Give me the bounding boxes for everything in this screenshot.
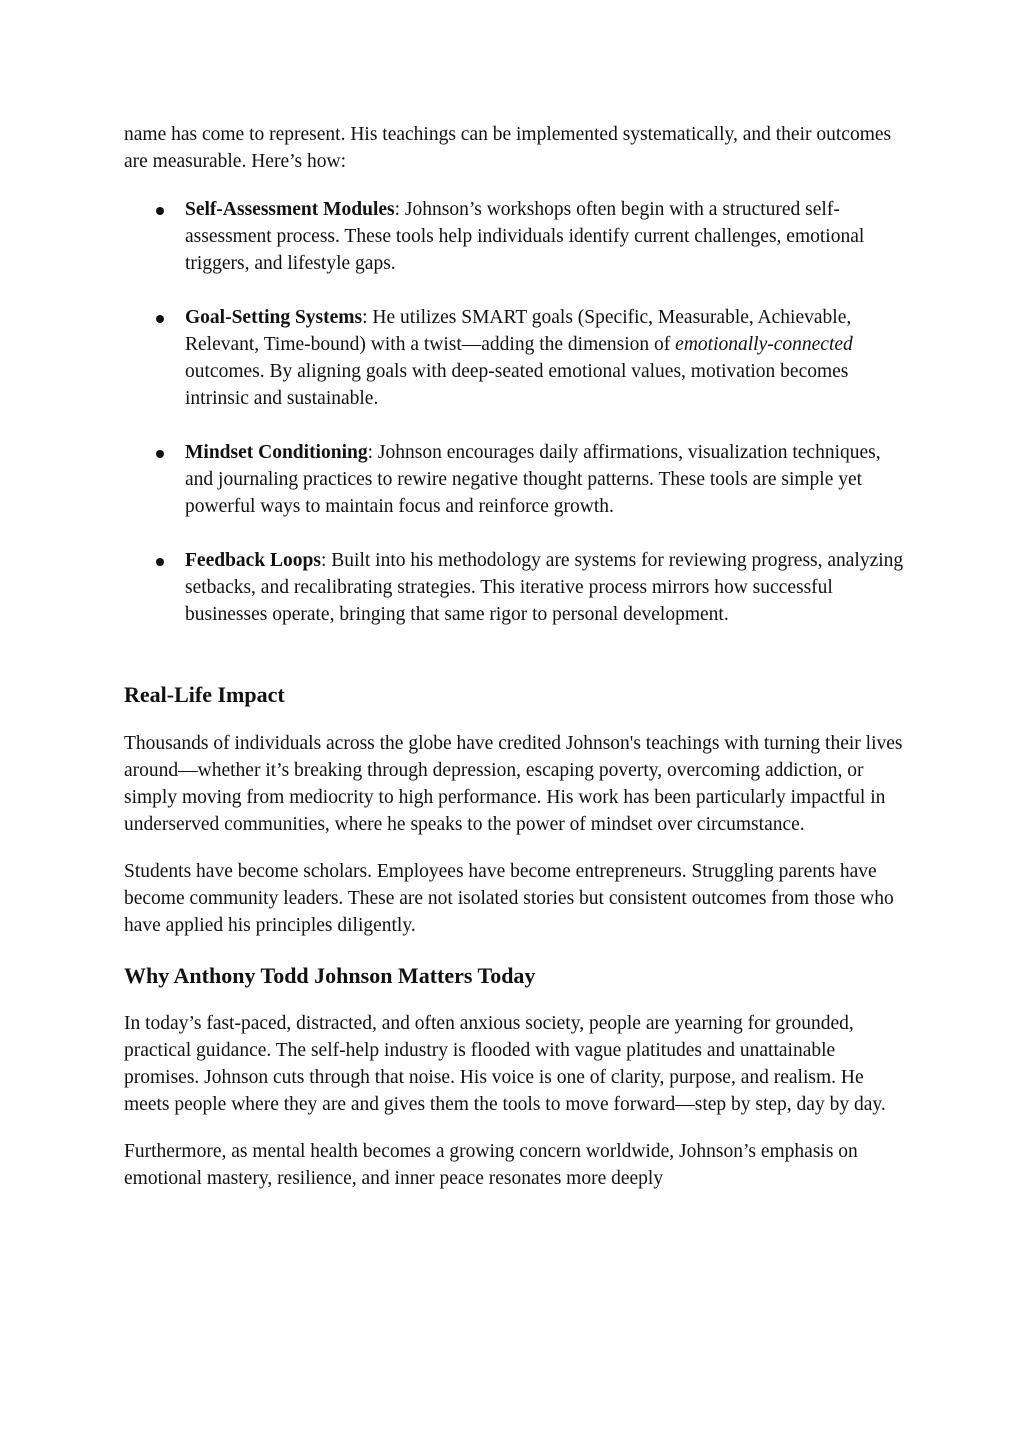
bullet-icon	[156, 450, 164, 458]
bullet-term: Self-Assessment Modules	[185, 199, 395, 220]
list-item	[124, 196, 904, 277]
list-item	[124, 547, 904, 628]
methods-list	[124, 196, 904, 628]
bullet-text: : Built into his methodology are systems for reviewing progress, analyzing setbacks, and recalibrating strategies. This iterative process mirrors how successful businesses operate, bringing that same rigor to personal development.	[185, 550, 904, 625]
bullet-text: : He utilizes SMART goals (Specific, Measurable, Achievable, Relevant, Time-bound) with a twist—adding the dimension of	[185, 307, 852, 355]
section-heading-impact: Real-Life Impact	[124, 682, 285, 707]
bullet-term: Goal-Setting Systems	[185, 307, 363, 328]
list-item	[124, 439, 904, 520]
section-heading-why: Why Anthony Todd Johnson Matters Today	[124, 963, 536, 988]
why-paragraph: In today’s fast-paced, distracted, and often anxious society, people are yearning for grounded, practical guidance. The self-help industry is flooded with vague platitudes and unattainable promises. Johnson cuts through that noise. His voice is one of clarity, purpose, and realism. He meets people where they are and gives them the tools to move forward—step by step, day by day.	[124, 1013, 886, 1115]
bullet-term: Mindset Conditioning	[185, 442, 368, 463]
bullet-icon	[156, 558, 164, 566]
bullet-icon	[156, 315, 164, 323]
bullet-text: outcomes. By aligning goals with deep-seated emotional values, motivation becomes intrinsic and sustainable.	[185, 361, 849, 409]
impact-paragraph: Thousands of individuals across the globe have credited Johnson's teachings with turning their lives around—whether it’s breaking through depression, escaping poverty, overcoming addiction, or simply moving from mediocrity to high performance. His work has been particularly impactful in underserved communities, where he speaks to the power of mindset over circumstance.	[124, 733, 903, 835]
why-paragraph: Furthermore, as mental health becomes a growing concern worldwide, Johnson’s emphasis on emotional mastery, resilience, and inner peace resonates more deeply	[124, 1141, 858, 1189]
bullet-text: : Johnson’s workshops often begin with a structured self-assessment process. These tools help individuals identify current challenges, emotional triggers, and lifestyle gaps.	[185, 199, 865, 274]
document-page	[124, 121, 904, 1192]
intro-paragraph: name has come to represent. His teachings can be implemented systematically, and their outcomes are measurable. Here’s how:	[124, 124, 892, 172]
bullet-emphasis: emotionally-connected	[675, 334, 853, 355]
impact-paragraph: Students have become scholars. Employees have become entrepreneurs. Struggling parents have become community leaders. These are not isolated stories but consistent outcomes from those who have applied his principles diligently.	[124, 861, 894, 936]
bullet-icon	[156, 207, 164, 215]
bullet-text: : Johnson encourages daily affirmations, visualization techniques, and journaling practices to rewire negative thought patterns. These tools are simple yet powerful ways to maintain focus and reinforce growth.	[185, 442, 881, 517]
list-item	[124, 304, 904, 412]
bullet-term: Feedback Loops	[185, 550, 321, 571]
